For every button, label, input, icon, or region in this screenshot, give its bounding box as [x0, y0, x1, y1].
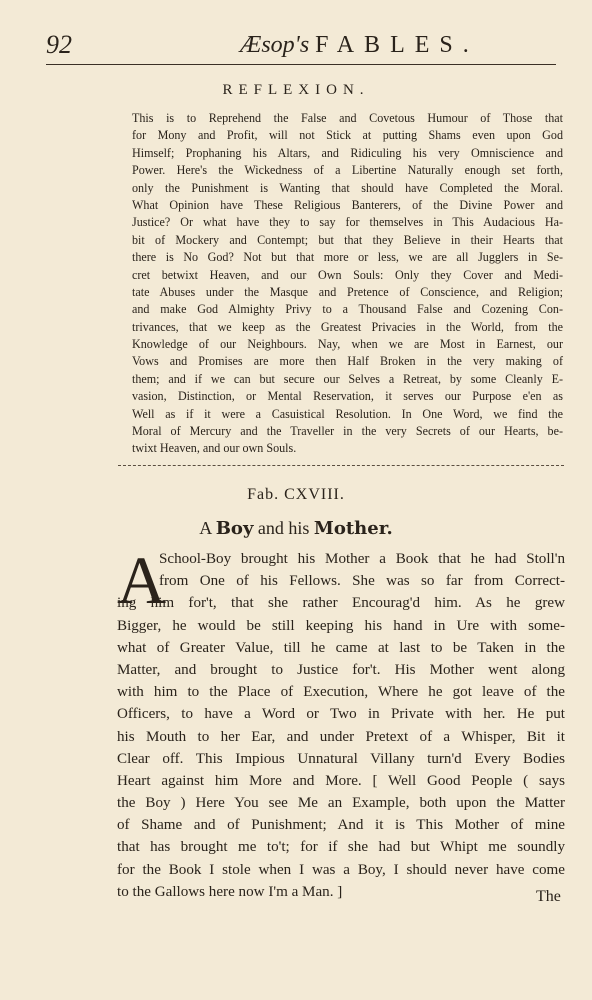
fable-line: Heart against him More and More. [ Well Good People ( says — [117, 772, 565, 789]
fable-line: what of Greater Value, till he came at last to be Taken in the — [117, 639, 565, 656]
fable-line: Matter, and brought to Justice for't. His Mother went along — [117, 661, 565, 678]
fable-line: from One of his Fellows. She was so far from Correct- — [159, 573, 565, 590]
reflexion-line: Well as if it were a Casuistical Resolution. In One Word, we find the — [132, 406, 563, 421]
section-divider — [118, 465, 564, 466]
reflexion-line: them; and if we can but secure our Selves a Retreat, by some Cleanly E- — [132, 371, 563, 386]
fable-title-and-his: and his — [257, 518, 310, 538]
reflexion-line: tate Abuses under the Masque and Pretence of Conscience, and Religion; — [132, 284, 563, 299]
reflexion-line: Moral of Mercury and the Traveller in the very Secrets of our Hearts, be- — [132, 424, 563, 439]
fable-line: Officers, to have a Word or Two in Private with her. He put — [117, 706, 565, 723]
page-number: 92 — [46, 30, 72, 59]
fable-title — [0, 518, 592, 539]
fable-line: the Boy ) Here You see Me an Example, both upon the Matter — [117, 795, 565, 812]
fable-line: Clear off. This Impious Unnatural Villany turn'd Every Bodies — [117, 750, 565, 767]
reflexion-body — [132, 110, 563, 458]
reflexion-line: trivances, that we keep as the Greatest Privacies in the World, from the — [132, 319, 563, 334]
reflexion-line: Justice? Or what have they to say for themselves in This Audacious Ha- — [132, 215, 563, 230]
reflexion-line: vasion, Distinction, or Mental Reservation, it serves our Purpose e'en as — [132, 389, 563, 404]
running-title — [240, 32, 479, 59]
fable-line: School-Boy brought his Mother a Book that he had Stoll'n — [159, 551, 565, 567]
fable-line: ing him for't, that she rather Encourag'd him. As he grew — [117, 595, 565, 612]
head-rule — [46, 64, 556, 65]
fable-title-boy: Boy — [215, 518, 254, 539]
reflexion-line: there is No God? Not but that more or less, we are all Jugglers in Se- — [132, 250, 563, 265]
reflexion-line: Knowledge of our Neighbours. Nay, when we are Most in Earnest, our — [132, 337, 563, 352]
drop-cap: A — [117, 542, 167, 618]
fable-line: of Shame and of Punishment; And it is This Mother of mine — [117, 817, 565, 834]
fable-line: that has brought me to't; for if she had but Whipt me soundly — [117, 839, 565, 856]
reflexion-line: Vows and Promises are more then Half Broken in the very making of — [132, 354, 563, 369]
reflexion-heading: REFLEXION. — [222, 82, 370, 98]
fable-line: Bigger, he would be still keeping his hand in Ure with some- — [117, 617, 565, 634]
fable-line: with him to the Place of Execution, Where he got leave of the — [117, 684, 565, 701]
reflexion-line: What Opinion have These Religious Banterers, of the Divine Power and — [132, 197, 563, 212]
reflexion-line: twixt Heaven, and our own Souls. — [132, 441, 297, 456]
fable-line: for the Book I stole when I was a Boy, I should never have come — [117, 861, 565, 878]
catchword: The — [536, 888, 561, 905]
reflexion-line: cret betwixt Heaven, and our Own Souls: Only they Cover and Medi- — [132, 267, 563, 282]
running-title-aesop: Æsop's — [240, 32, 310, 58]
reflexion-line: only the Punishment is Wanting that should have Completed the Moral. — [132, 180, 563, 195]
fable-line: to the Gallows here now I'm a Man. ] — [117, 883, 343, 900]
fable-title-mother: Mother. — [313, 518, 393, 539]
fable-title-a: A — [199, 518, 212, 538]
running-head — [46, 30, 556, 64]
reflexion-line: for Mony and Profit, will not Stick at putting Shams even upon God — [132, 128, 563, 143]
fable-body — [117, 542, 565, 903]
reflexion-line: and make God Almighty Privy to a Thousand False and Cozening Con- — [132, 302, 563, 317]
fable-line: his Mouth to her Ear, and under Pretext of a Whisper, Bit it — [117, 728, 565, 745]
reflexion-line: bit of Mockery and Contempt; but that they Believe in their Hearts that — [132, 232, 563, 247]
reflexion-line: Himself; Prophaning his Altars, and Ridiculing his very Omniscience and — [132, 145, 563, 160]
running-title-fables: FABLES. — [315, 32, 479, 58]
reflexion-line: This is to Reprehend the False and Covetous Humour of Those that — [132, 111, 563, 125]
reflexion-line: Power. Here's the Wickedness of a Libertine Naturally enough set forth, — [132, 163, 563, 178]
fable-number: Fab. CXVIII. — [247, 486, 345, 503]
